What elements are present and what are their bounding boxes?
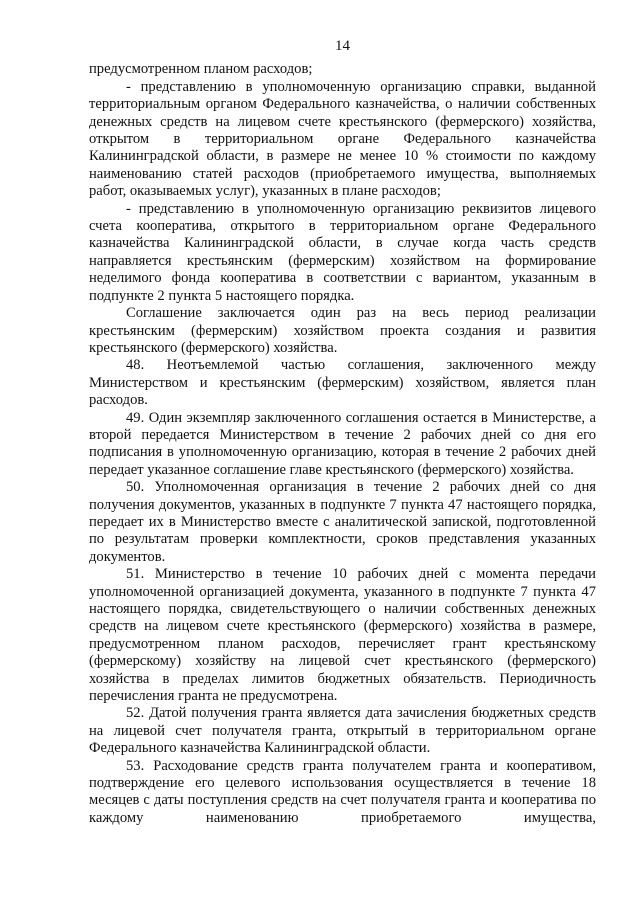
page-number: 14 (335, 38, 350, 54)
paragraph: предусмотренном планом расходов; (89, 61, 313, 78)
paragraph: 52. Датой получения гранта является дата зачисления бюджетных средств на лицевой счет получателя гранта, открытый в территориальном органе Федерального казначейства Калининградской области. (89, 705, 596, 757)
paragraph: 50. Уполномоченная организация в течение 2 рабочих дней со дня получения документов, указанных в подпункте 7 пункта 47 настоящего порядка, передает их в Министерство вместе с аналитической запиской, подготовленной по результатам проверки комплектности, сроков представления указанных документов. (89, 479, 596, 565)
paragraph: 49. Один экземпляр заключенного соглашения остается в Министерстве, а второй передается Министерством в течение 2 рабочих дней со дня его подписания в уполномоченную организацию, которая в течение 2 рабочих дней передает указанное соглашение главе крестьянского (фермерского) хозяйства. (89, 409, 596, 478)
paragraph: 51. Министерство в течение 10 рабочих дней с момента передачи уполномоченной организацией документа, указанного в подпункте 7 пункта 47 настоящего порядка, свидетельствующего о наличии собственных денежных средств на лицевом счете крестьянского (фермерского) хозяйства в размере, предусмотренном планом расходов, перечисляет грант крестьянскому (фермерскому) хозяйству на лицевой счет крестьянского (фермерского) хозяйства в пределах лимитов бюджетных обязательств. Периодичность перечисления гранта не предусмотрена. (89, 566, 596, 705)
paragraph: - представлению в уполномоченную организацию справки, выданной территориальным органом Федерального казначейства, о наличии собственных денежных средств на лицевом счете крестьянского (фермерского) хозяйства, открытом в территориальном органе Федерального казначейства Калининградской области, в размере не менее 10 % стоимости по каждому наименованию статей расходов (приобретаемого имущества, выполняемых работ, оказываемых услуг), указанных в плане расходов; (89, 78, 596, 200)
paragraph: 53. Расходование средств гранта получателем гранта и кооперативом, подтверждение его целевого использования осуществляется в течение 18 месяцев с даты поступления средств на счет получателя гранта и кооператива по каждому наименованию приобретаемого имущества, (89, 757, 596, 826)
paragraph: - представлению в уполномоченную организацию реквизитов лицевого счета кооператива, открытого в территориальном органе Федерального казначейства Калининградской области, в случае когда часть средств направляется крестьянским (фермерским) хозяйством на формирование неделимого фонда кооператива в соответствии с вариантом, указанным в подпункте 2 пункта 5 настоящего порядка. (89, 200, 596, 304)
paragraph: Соглашение заключается один раз на весь период реализации крестьянским (фермерским) хозяйством проекта создания и развития крестьянского (фермерского) хозяйства. (89, 305, 596, 356)
paragraph: 48. Неотъемлемой частью соглашения, заключенного между Министерством и крестьянским (фермерским) хозяйством, является план расходов. (89, 357, 596, 409)
body-text (89, 61, 596, 827)
